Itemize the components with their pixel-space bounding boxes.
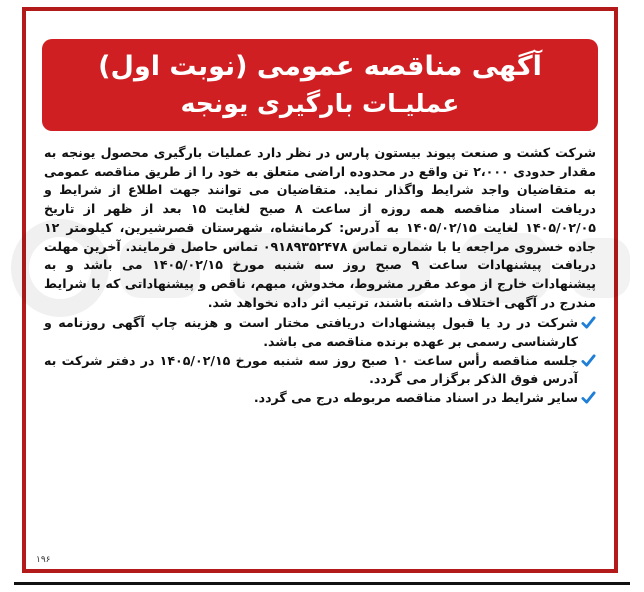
list-item: [44, 352, 596, 389]
list-item-text: جلسه مناقصه رأس ساعت ۱۰ صبح روز سه شنبه مورخ ۱۴۰۵/۰۲/۱۵ در دفتر شرکت به آدرس فوق الذکر برگزار می گردد.: [44, 352, 578, 387]
main-paragraph: شرکت کشت و صنعت پیوند بیستون پارس در نظر دارد عملیات بارگیری محصول یونجه به مقدار حدودی ۲،۰۰۰ تن واقع در محدوده اراضی متعلق به خود را از طریق مناقصه عمومی به متقاضیان واجد شرایط واگذار نماید. متقاضیان می توانند جهت اطلاع از شرایط و دریافت اسناد مناقصه همه روزه از ساعت ۸ صبح لغایت ۱۵ بعد از ظهر از تاریخ ۱۴۰۵/۰۲/۰۵ لغایت ۱۴۰۵/۰۲/۱۵ به آدرس: کرمانشاه، شهرستان قصرشیرین، کیلومتر ۱۲ جاده خسروی مراجعه یا با شماره تماس ۰۹۱۸۹۳۵۲۴۷۸ تماس حاصل فرمایند. آخرین مهلت دریافت پیشنهادات ساعت ۹ صبح روز سه شنبه مورخ ۱۴۰۵/۰۲/۱۵ می باشد و به پیشنهادات خارج از موعد مقرر مشروط، مخدوش، مبهم، ناقص و پیشنهاداتی که با شرایط مندرج در آگهی اختلاف داشته باشند، ترتیب اثر داده نخواهد شد.: [44, 145, 596, 310]
list-item: [44, 389, 596, 408]
ad-body: [44, 144, 596, 408]
ad-frame: [22, 7, 618, 573]
ad-subtitle: عملیـات بارگیری یونجه: [180, 89, 460, 118]
check-icon: [581, 315, 596, 330]
page-number: ۱۹۶: [36, 555, 51, 565]
list-item-text: شرکت در رد یا قبول پیشنهادات دریافتی مختار است و هزینه چاپ آگهی روزنامه و کارشناسی رسمی بر عهده برنده مناقصه می باشد.: [44, 315, 578, 350]
list-item: [44, 314, 596, 351]
check-icon: [581, 390, 596, 405]
bottom-rule: [14, 582, 630, 585]
conditions-list: [44, 314, 596, 408]
list-item-text: سایر شرایط در اسناد مناقصه مربوطه درج می گردد.: [253, 390, 578, 406]
title-banner: [42, 39, 598, 131]
ad-title: آگهی مناقصه عمومی (نوبت اول): [98, 51, 542, 82]
check-icon: [581, 353, 596, 368]
